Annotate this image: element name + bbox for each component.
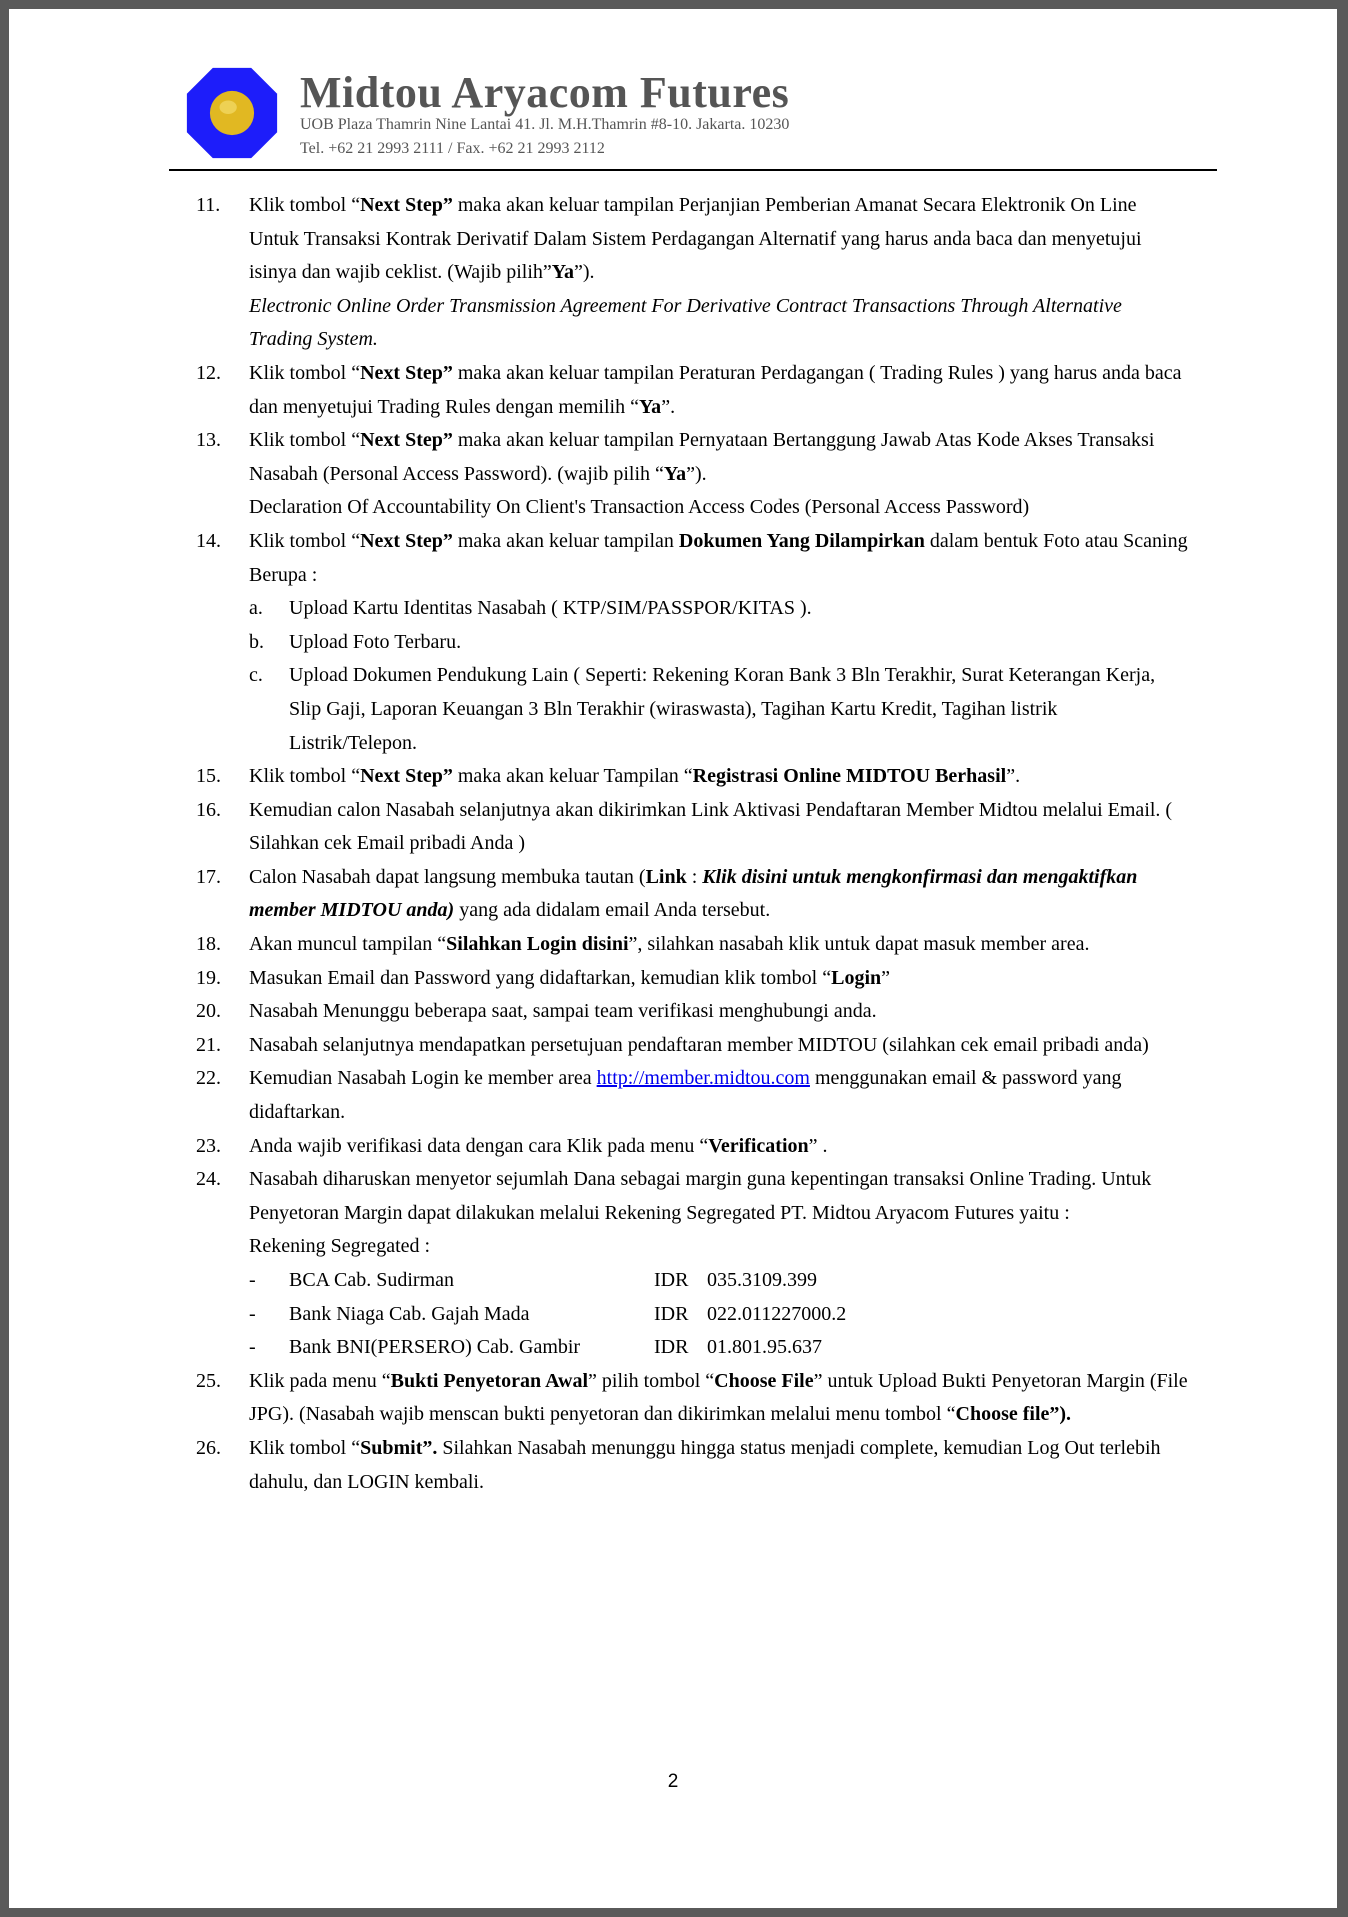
item-number: 24. — [196, 1168, 221, 1191]
account-number: 022.011227000.2 — [707, 1302, 847, 1325]
list-item-12: 12. Klik tombol “Next Step” maka akan keluar tampilan Peraturan Perdagangan ( Trading Rules ) yang harus anda baca dan menyetujui Trading Rules dengan memilih “Ya”. — [9, 357, 1189, 424]
header-divider — [169, 169, 1217, 171]
member-area-link[interactable]: http://member.midtou.com — [596, 1067, 810, 1090]
segregated-account-heading: Rekening Segregated : — [249, 1235, 431, 1258]
sub-item-b: b. Upload Foto Terbaru. — [249, 630, 462, 653]
page-number: 2 — [667, 1771, 679, 1792]
list-item-23: 23. Anda wajib verifikasi data dengan cara Klik pada menu “Verification” . — [9, 1130, 1189, 1164]
company-logo-icon — [184, 65, 280, 161]
list-item-24: 24. Nasabah diharuskan menyetor sejumlah Dana sebagai margin guna kepentingan transaksi Online Trading. Untuk Penyetoran Margin dapat dilakukan melalui Rekening Segregated PT. Midtou Aryacom Futures yaitu : Rekening Segregated : — [9, 1163, 1189, 1264]
item-number: 12. — [196, 361, 221, 384]
sub-item-c: c. Upload Dokumen Pendukung Lain ( Seperti: Rekening Koran Bank 3 Bln Terakhir, Surat Keterangan Kerja, Slip Gaji, Laporan Keuangan 3 Bln Terakhir (wiraswasta), Tagihan Kartu Kredit, Tagihan listrik Listrik/Telepon. — [249, 664, 1156, 754]
list-item-21: 21. Nasabah selanjutnya mendapatkan persetujuan pendaftaran member MIDTOU (silahkan cek email pribadi anda) — [9, 1029, 1189, 1063]
bank-account-row: - Bank Niaga Cab. Gajah Mada IDR 022.011227000.2 — [9, 1298, 1337, 1332]
list-item-17: 17. Calon Nasabah dapat langsung membuka tautan (Link : Klik disini untuk mengkonfirmasi dan mengaktifkan member MIDTOU anda) yang ada didalam email Anda tersebut. — [9, 861, 1189, 928]
item-number: 11. — [196, 194, 221, 216]
list-item-11: 11. Klik tombol “Next Step” maka akan keluar tampilan Perjanjian Pemberian Amanat Secara Elektronik On Line Untuk Transaksi Kontrak Derivatif Dalam Sistem Perdagangan Alternatif yang harus anda baca dan menyetujui isinya dan wajib ceklist. (Wajib pilih”Ya”). Electronic Online Order Transmission Agreement For Derivative Contract Transactions Through Alternative Trading System. — [9, 189, 1189, 357]
sub-item-a: a. Upload Kartu Identitas Nasabah ( KTP/SIM/PASSPOR/KITAS ). — [249, 597, 812, 620]
bank-name: BCA Cab. Sudirman — [289, 1269, 455, 1291]
list-item-20: 20. Nasabah Menunggu beberapa saat, sampai team verifikasi menghubungi anda. — [9, 995, 1189, 1029]
item-number: 17. — [196, 865, 221, 888]
item-number: 22. — [196, 1067, 221, 1090]
list-item-19: 19. Masukan Email dan Password yang didaftarkan, kemudian klik tombol “Login” — [9, 962, 1189, 996]
item-number: 26. — [196, 1436, 221, 1459]
item-number: 16. — [196, 798, 221, 821]
document-page — [9, 9, 1337, 1908]
item-number: 21. — [196, 1033, 221, 1056]
list-item-26: 26. Klik tombol “Submit”. Silahkan Nasabah menunggu hingga status menjadi complete, kemudian Log Out terlebih dahulu, dan LOGIN kembali. — [9, 1432, 1189, 1499]
company-phone-fax: Tel. +62 21 2993 2111 / Fax. +62 21 2993 2112 — [300, 140, 605, 157]
account-number: 01.801.95.637 — [707, 1336, 822, 1359]
item-number: 15. — [196, 765, 221, 788]
list-item-15: 15. Klik tombol “Next Step” maka akan keluar Tampilan “Registrasi Online MIDTOU Berhasil”. — [9, 760, 1189, 794]
item-number: 23. — [196, 1134, 221, 1157]
item-number: 19. — [196, 966, 221, 989]
list-item-13: 13. Klik tombol “Next Step” maka akan keluar tampilan Pernyataan Bertanggung Jawab Atas Kode Akses Transaksi Nasabah (Personal Access Password). (wajib pilih “Ya”). Declaration Of Accountability On Client's Transaction Access Codes (Personal Access Password) — [9, 424, 1189, 525]
list-item-22: 22. Kemudian Nasabah Login ke member area http://member.midtou.com menggunakan email & password yang didaftarkan. — [9, 1062, 1189, 1129]
bank-name: Bank BNI(PERSERO) Cab. Gambir — [289, 1336, 581, 1359]
company-address: UOB Plaza Thamrin Nine Lantai 41. Jl. M.H.Thamrin #8-10. Jakarta. 10230 — [300, 116, 790, 133]
item-number: 20. — [196, 1000, 221, 1023]
list-item-18: 18. Akan muncul tampilan “Silahkan Login disini”, silahkan nasabah klik untuk dapat masuk member area. — [9, 928, 1189, 962]
account-number: 035.3109.399 — [707, 1269, 817, 1291]
item-number: 25. — [196, 1369, 221, 1392]
bank-account-row: - Bank BNI(PERSERO) Cab. Gambir IDR 01.801.95.637 — [9, 1331, 1337, 1365]
list-item-14: 14. Klik tombol “Next Step” maka akan keluar tampilan Dokumen Yang Dilampirkan dalam bentuk Foto atau Scaning Berupa : — [9, 525, 1189, 592]
english-translation: Electronic Online Order Transmission Agreement For Derivative Contract Transactions Through Alternative Trading System. — [249, 294, 1122, 351]
item-number: 14. — [196, 529, 221, 552]
bank-account-row: - BCA Cab. Sudirman IDR 035.3109.399 — [9, 1264, 1337, 1298]
bank-name: Bank Niaga Cab. Gajah Mada — [289, 1302, 530, 1325]
currency: IDR — [654, 1336, 689, 1359]
item-number: 13. — [196, 429, 221, 452]
currency: IDR — [654, 1302, 689, 1325]
currency: IDR — [654, 1269, 689, 1291]
company-name: Midtou Aryacom Futures — [300, 68, 790, 117]
item-number: 18. — [196, 933, 221, 956]
list-item-16: 16. Kemudian calon Nasabah selanjutnya akan dikirimkan Link Aktivasi Pendaftaran Member Midtou melalui Email. ( Silahkan cek Email pribadi Anda ) — [9, 794, 1189, 861]
instruction-list — [9, 189, 1337, 1499]
english-translation: Declaration Of Accountability On Client's Transaction Access Codes (Personal Access Password) — [249, 496, 1030, 519]
list-item-25: 25. Klik pada menu “Bukti Penyetoran Awal” pilih tombol “Choose File” untuk Upload Bukti Penyetoran Margin (File JPG). (Nasabah wajib menscan bukti penyetoran dan dikirimkan melalui menu tombol “Choose file”). — [9, 1365, 1189, 1432]
